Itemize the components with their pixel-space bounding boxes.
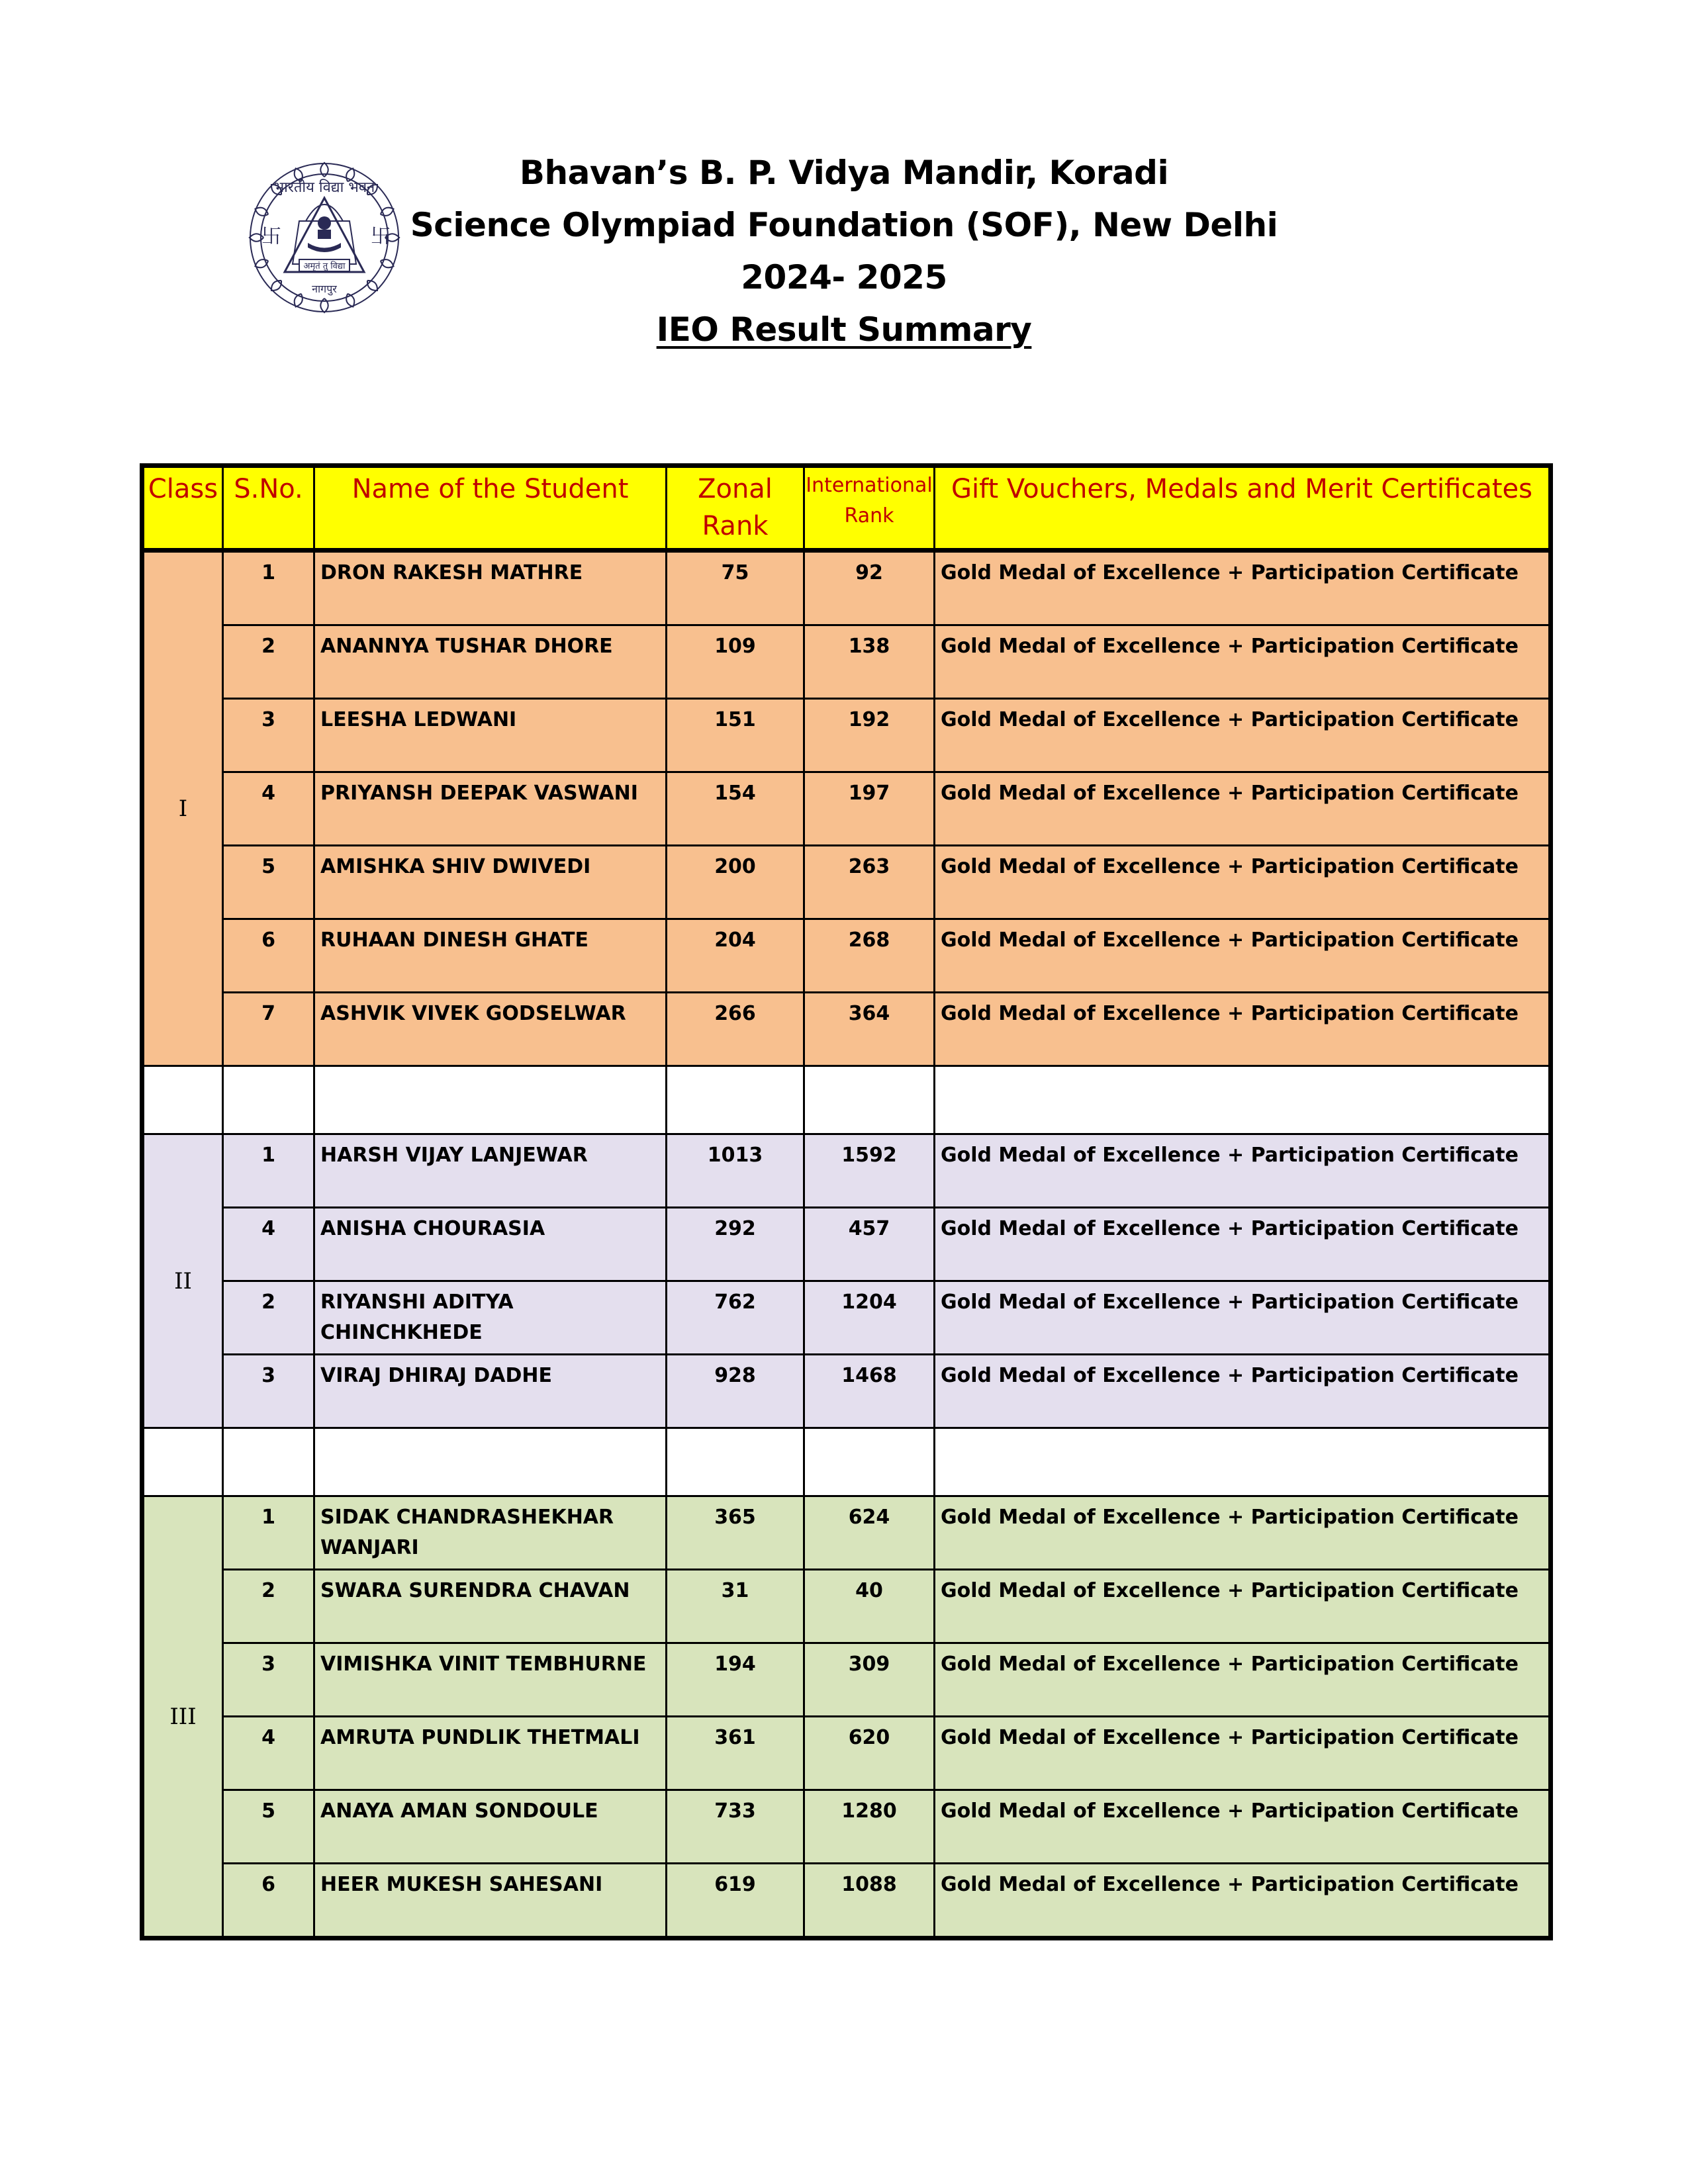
- award-text: Gold Medal of Excellence + Participation Certificate: [935, 772, 1551, 846]
- header-zonal-rank: Zonal Rank: [667, 466, 804, 551]
- award-text: Gold Medal of Excellence + Participation Certificate: [935, 1570, 1551, 1643]
- award-text: Gold Medal of Excellence + Participation Certificate: [935, 1864, 1551, 1938]
- serial-number: 2: [223, 625, 314, 699]
- table-row: [142, 1643, 1551, 1717]
- serial-number: 5: [223, 1790, 314, 1864]
- table-row: [142, 846, 1551, 919]
- student-name: AMRUTA PUNDLIK THETMALI: [314, 1717, 667, 1790]
- document-header: [371, 147, 1317, 356]
- header-sno: S.No.: [223, 466, 314, 551]
- zonal-rank: 200: [667, 846, 804, 919]
- serial-number: 1: [223, 551, 314, 625]
- student-name: DRON RAKESH MATHRE: [314, 551, 667, 625]
- award-text: Gold Medal of Excellence + Participation Certificate: [935, 1281, 1551, 1355]
- student-name: HEER MUKESH SAHESANI: [314, 1864, 667, 1938]
- empty-cell: [804, 1428, 935, 1496]
- serial-number: 1: [223, 1134, 314, 1208]
- international-rank: 1468: [804, 1355, 935, 1428]
- table-row: [142, 699, 1551, 772]
- international-rank: 138: [804, 625, 935, 699]
- student-name: ANISHA CHOURASIA: [314, 1208, 667, 1281]
- student-name: SIDAK CHANDRASHEKHAR WANJARI: [314, 1496, 667, 1570]
- empty-cell: [314, 1066, 667, 1134]
- zonal-rank: 31: [667, 1570, 804, 1643]
- serial-number: 6: [223, 919, 314, 993]
- table-row: [142, 1717, 1551, 1790]
- international-rank: 92: [804, 551, 935, 625]
- zonal-rank: 365: [667, 1496, 804, 1570]
- award-text: Gold Medal of Excellence + Participation Certificate: [935, 1643, 1551, 1717]
- student-name: ANANNYA TUSHAR DHORE: [314, 625, 667, 699]
- academic-year: 2024- 2025: [741, 258, 947, 296]
- empty-cell: [804, 1066, 935, 1134]
- empty-cell: [142, 1428, 223, 1496]
- international-rank: 263: [804, 846, 935, 919]
- student-name: ANAYA AMAN SONDOULE: [314, 1790, 667, 1864]
- zonal-rank: 151: [667, 699, 804, 772]
- student-name: HARSH VIJAY LANJEWAR: [314, 1134, 667, 1208]
- international-rank: 1204: [804, 1281, 935, 1355]
- empty-cell: [935, 1428, 1551, 1496]
- international-rank: 192: [804, 699, 935, 772]
- table-header-row: [142, 466, 1551, 551]
- international-rank: 40: [804, 1570, 935, 1643]
- table-body: [142, 551, 1551, 1938]
- international-rank: 1592: [804, 1134, 935, 1208]
- table-row: [142, 1355, 1551, 1428]
- header-international-rank: International Rank: [804, 466, 935, 551]
- serial-number: 3: [223, 1355, 314, 1428]
- zonal-rank: 204: [667, 919, 804, 993]
- serial-number: 5: [223, 846, 314, 919]
- award-text: Gold Medal of Excellence + Participation Certificate: [935, 1717, 1551, 1790]
- serial-number: 3: [223, 699, 314, 772]
- table-row: [142, 919, 1551, 993]
- zonal-rank: 619: [667, 1864, 804, 1938]
- award-text: Gold Medal of Excellence + Participation Certificate: [935, 919, 1551, 993]
- class-label: III: [142, 1496, 223, 1938]
- zonal-rank: 194: [667, 1643, 804, 1717]
- zonal-rank: 733: [667, 1790, 804, 1864]
- report-title: IEO Result Summary: [656, 310, 1032, 349]
- header-class: Class: [142, 466, 223, 551]
- table-row: [142, 1208, 1551, 1281]
- student-name: VIMISHKA VINIT TEMBHURNE: [314, 1643, 667, 1717]
- award-text: Gold Medal of Excellence + Participation Certificate: [935, 993, 1551, 1066]
- table-row: [142, 1281, 1551, 1355]
- award-text: Gold Medal of Excellence + Participation Certificate: [935, 1134, 1551, 1208]
- award-text: Gold Medal of Excellence + Participation Certificate: [935, 1496, 1551, 1570]
- serial-number: 3: [223, 1643, 314, 1717]
- table-row: [142, 1134, 1551, 1208]
- svg-text:卐: 卐: [371, 225, 391, 248]
- student-name: PRIYANSH DEEPAK VASWANI: [314, 772, 667, 846]
- zonal-rank: 266: [667, 993, 804, 1066]
- empty-cell: [667, 1066, 804, 1134]
- international-rank: 364: [804, 993, 935, 1066]
- zonal-rank: 928: [667, 1355, 804, 1428]
- student-name: AMISHKA SHIV DWIVEDI: [314, 846, 667, 919]
- zonal-rank: 361: [667, 1717, 804, 1790]
- serial-number: 1: [223, 1496, 314, 1570]
- serial-number: 4: [223, 1208, 314, 1281]
- serial-number: 2: [223, 1570, 314, 1643]
- empty-cell: [667, 1428, 804, 1496]
- student-name: VIRAJ DHIRAJ DADHE: [314, 1355, 667, 1428]
- international-rank: 620: [804, 1717, 935, 1790]
- international-rank: 624: [804, 1496, 935, 1570]
- organizer-name: Science Olympiad Foundation (SOF), New Delhi: [410, 206, 1278, 244]
- international-rank: 197: [804, 772, 935, 846]
- table-row: [142, 1864, 1551, 1938]
- serial-number: 6: [223, 1864, 314, 1938]
- table-row: [142, 625, 1551, 699]
- zonal-rank: 1013: [667, 1134, 804, 1208]
- spacer-row: [142, 1428, 1551, 1496]
- serial-number: 4: [223, 1717, 314, 1790]
- student-name: SWARA SURENDRA CHAVAN: [314, 1570, 667, 1643]
- svg-text:卐: 卐: [261, 225, 281, 248]
- serial-number: 2: [223, 1281, 314, 1355]
- award-text: Gold Medal of Excellence + Participation Certificate: [935, 1208, 1551, 1281]
- empty-cell: [142, 1066, 223, 1134]
- student-name: RUHAAN DINESH GHATE: [314, 919, 667, 993]
- international-rank: 1280: [804, 1790, 935, 1864]
- student-name: RIYANSHI ADITYA CHINCHKHEDE: [314, 1281, 667, 1355]
- emblem-city: नागपुर: [312, 283, 337, 295]
- emblem-motto: अमृतं तु विद्या: [303, 261, 346, 271]
- emblem-arc-text: भारतीय विद्या भवन: [273, 179, 375, 196]
- table-row: [142, 1570, 1551, 1643]
- award-text: Gold Medal of Excellence + Participation Certificate: [935, 1355, 1551, 1428]
- table-row: [142, 993, 1551, 1066]
- zonal-rank: 109: [667, 625, 804, 699]
- zonal-rank: 75: [667, 551, 804, 625]
- award-text: Gold Medal of Excellence + Participation Certificate: [935, 1790, 1551, 1864]
- spacer-row: [142, 1066, 1551, 1134]
- zonal-rank: 292: [667, 1208, 804, 1281]
- header-name: Name of the Student: [314, 466, 667, 551]
- award-text: Gold Medal of Excellence + Participation Certificate: [935, 846, 1551, 919]
- serial-number: 7: [223, 993, 314, 1066]
- student-name: ASHVIK VIVEK GODSELWAR: [314, 993, 667, 1066]
- class-label: II: [142, 1134, 223, 1428]
- international-rank: 457: [804, 1208, 935, 1281]
- serial-number: 4: [223, 772, 314, 846]
- table-row: [142, 1790, 1551, 1864]
- empty-cell: [223, 1066, 314, 1134]
- table-row: [142, 772, 1551, 846]
- award-text: Gold Medal of Excellence + Participation Certificate: [935, 551, 1551, 625]
- zonal-rank: 762: [667, 1281, 804, 1355]
- award-text: Gold Medal of Excellence + Participation Certificate: [935, 699, 1551, 772]
- header-award: Gift Vouchers, Medals and Merit Certificates: [935, 466, 1551, 551]
- international-rank: 309: [804, 1643, 935, 1717]
- award-text: Gold Medal of Excellence + Participation Certificate: [935, 625, 1551, 699]
- school-name: Bhavan’s B. P. Vidya Mandir, Koradi: [519, 154, 1169, 192]
- empty-cell: [223, 1428, 314, 1496]
- international-rank: 1088: [804, 1864, 935, 1938]
- empty-cell: [935, 1066, 1551, 1134]
- empty-cell: [314, 1428, 667, 1496]
- international-rank: 268: [804, 919, 935, 993]
- zonal-rank: 154: [667, 772, 804, 846]
- results-table: [140, 463, 1553, 1940]
- student-name: LEESHA LEDWANI: [314, 699, 667, 772]
- class-label: I: [142, 551, 223, 1066]
- table-row: [142, 1496, 1551, 1570]
- table-row: [142, 551, 1551, 625]
